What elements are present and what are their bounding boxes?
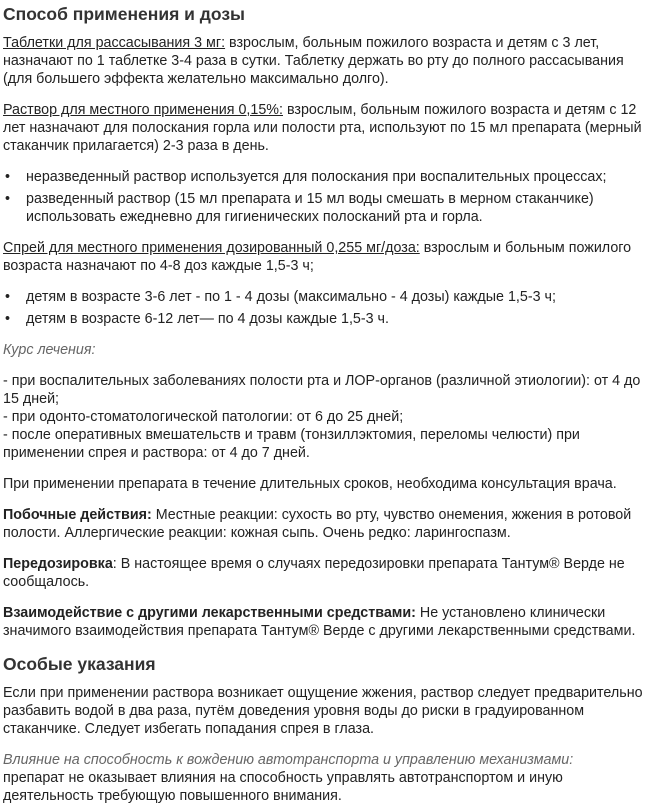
spray-list xyxy=(3,288,649,328)
solution-text: взрослым, больным пожилого возраста и детям с 12 лет назначают для полоскания горла или полости рта, используют по 15 мл препарата (мерный стаканчик прилагается) 2-3 раза в день. xyxy=(3,102,642,154)
dosage-heading: Способ применения и дозы xyxy=(3,4,245,24)
overdose-text: : В настоящее время о случаях передозировки препарата Тантум® Верде не сообщалось. xyxy=(3,556,625,590)
interaction-label: Взаимодействие с другими лекарственными средствами: xyxy=(3,605,416,621)
tablets-text: взрослым, больным пожилого возраста и детям с 3 лет, назначают по 1 таблетке 3-4 раза в сутки. Таблетку держать во рту до полного рассасывания (для большего эффекта желательно максимально долго). xyxy=(3,35,624,87)
course-line: - при воспалительных заболеваниях полости рта и ЛОР-органов (различной этиологии): от 4 до 15 дней; xyxy=(3,373,641,407)
side-effects-text: Местные реакции: сухость во рту, чувство онемения, жжения в ротовой полости. Аллергические реакции: кожная сыпь. Очень редко: ларингоспазм. xyxy=(3,507,632,541)
driving-label: Влияние на способность к вождению автотранспорта и управлению механизмами: xyxy=(3,752,574,768)
list-item: • детям в возрасте 6-12 лет— по 4 дозы каждые 1,5-3 ч. xyxy=(26,310,649,328)
driving-block xyxy=(3,751,649,805)
spray-paragraph xyxy=(3,239,649,275)
overdose-label: Передозировка xyxy=(3,556,113,572)
driving-text: препарат не оказывает влияния на способность управлять автотранспортом и иную деятельность требующую повышенного внимания. xyxy=(3,770,563,804)
long-term-note: При применении препарата в течение длительных сроков, необходима консультация врача. xyxy=(3,476,617,492)
solution-list xyxy=(3,168,649,226)
special-heading: Особые указания xyxy=(3,654,156,674)
side-effects-paragraph xyxy=(3,506,649,542)
spray-label: Спрей для местного применения дозированный 0,255 мг/доза: xyxy=(3,240,420,256)
tablets-paragraph xyxy=(3,34,649,88)
side-effects-label: Побочные действия: xyxy=(3,507,152,523)
burning-paragraph: Если при применении раствора возникает ощущение жжения, раствор следует предварительно разбавить водой в два раза, путём доведения уровня воды до риски в градуированном стаканчике. Следует избегать попадания спрея в глаза. xyxy=(3,685,643,737)
spray-text: взрослым и больным пожилого возраста назначают по 4-8 доз каждые 1,5-3 ч; xyxy=(3,240,632,274)
list-item: • разведенный раствор (15 мл препарата и 15 мл воды смешать в мерном стаканчике) использовать ежедневно для гигиенических полосканий рта и горла. xyxy=(26,190,649,226)
interaction-text: Не установлено клинически значимого взаимодействия препарата Тантум® Верде с другими лекарственными средствами. xyxy=(3,605,636,639)
list-item: • детям в возрасте 3-6 лет - по 1 - 4 дозы (максимально - 4 дозы) каждые 1,5-3 ч; xyxy=(26,288,649,306)
course-label: Курс лечения: xyxy=(3,342,96,358)
solution-paragraph xyxy=(3,101,649,155)
course-line: - при одонто-стоматологической патологии: от 6 до 25 дней; xyxy=(3,409,404,425)
interaction-paragraph xyxy=(3,604,649,640)
solution-label: Раствор для местного применения 0,15%: xyxy=(3,102,283,118)
list-item: • неразведенный раствор используется для полоскания при воспалительных процессах; xyxy=(26,168,649,186)
course-line: - после оперативных вмешательств и травм (тонзиллэктомия, переломы челюсти) при применении спрея и раствора: от 4 до 7 дней. xyxy=(3,427,580,461)
tablets-label: Таблетки для рассасывания 3 мг: xyxy=(3,35,226,51)
overdose-paragraph xyxy=(3,555,649,591)
course-lines xyxy=(3,372,649,462)
